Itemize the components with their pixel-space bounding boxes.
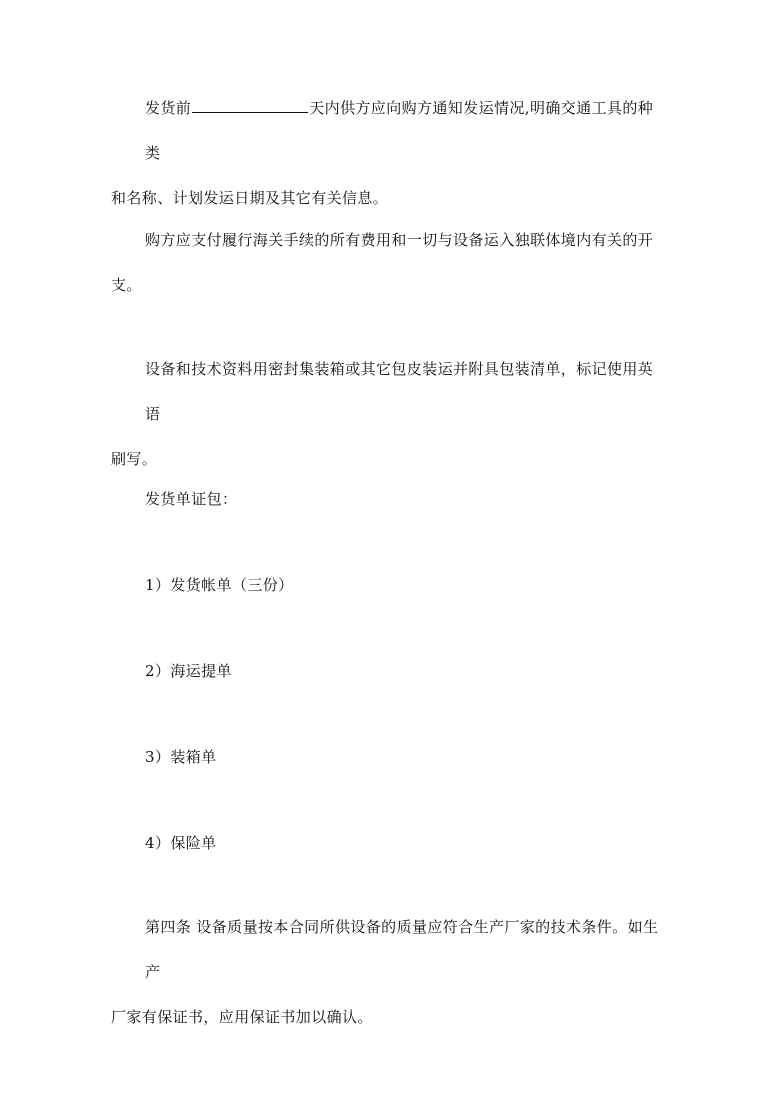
paragraph-line: 第四条 设备质量按本合同所供设备的质量应符合生产厂家的技术条件。如生产 [145, 918, 659, 981]
paragraph-packing [111, 347, 666, 482]
paragraph-line: 厂家有保证书，应用保证书加以确认。 [111, 1008, 373, 1026]
text-after-blank: 天内供方应向购方通知发运情况,明确交通工具的种类 [145, 99, 654, 162]
shipping-documents-heading: 发货单证包： [145, 490, 238, 508]
fill-in-blank [192, 100, 308, 113]
paragraph-article-four [111, 905, 666, 1040]
list-item: 3）装箱单 [145, 748, 217, 766]
list-item: 1）发货帐单（三份） [145, 576, 294, 594]
paragraph-shipping-notice [111, 86, 666, 221]
paragraph-customs-fees [111, 218, 666, 308]
text-before-blank: 发货前 [145, 99, 192, 117]
paragraph-line [111, 86, 666, 176]
paragraph-line: 购方应支付履行海关手续的所有费用和一切与设备运入独联体境内有关的开 [145, 231, 654, 249]
paragraph-line: 设备和技术资料用密封集装箱或其它包皮装运并附具包装清单，标记使用英语 [145, 360, 654, 423]
list-item: 2）海运提单 [145, 662, 232, 680]
paragraph-line: 支。 [111, 276, 142, 294]
paragraph-line: 和名称、计划发运日期及其它有关信息。 [111, 189, 389, 207]
paragraph-line: 刷写。 [111, 450, 158, 468]
list-item: 4）保险单 [145, 834, 217, 852]
